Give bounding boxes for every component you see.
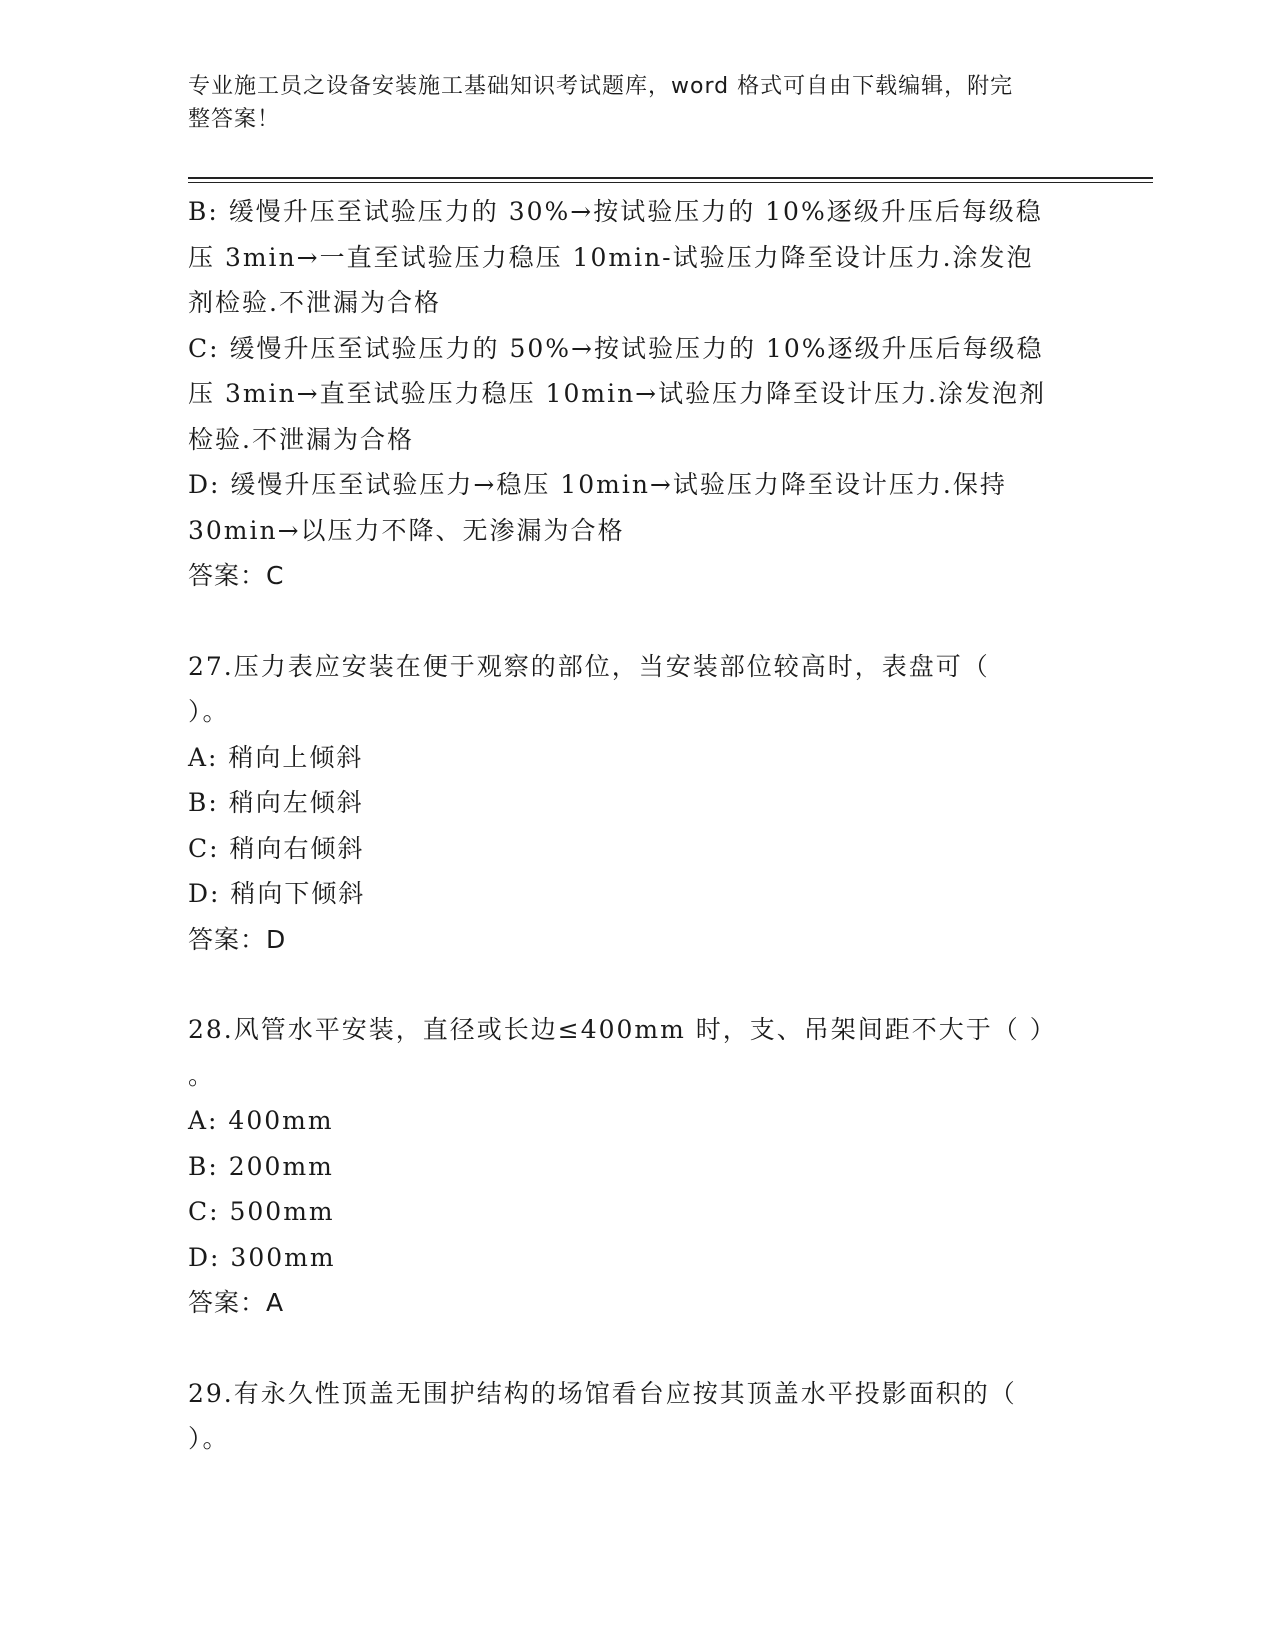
q28-option-c: C: 500mm <box>188 1197 335 1226</box>
q28-stem-line-2: 。 <box>188 1060 216 1090</box>
q26-option-c-line-2: 压 3min→直至试验压力稳压 10min→试验压力降至设计压力.涂发泡剂 <box>188 379 1047 408</box>
q26-option-c-line-3: 检验.不泄漏为合格 <box>188 424 414 454</box>
q29-stem-line-2: ）。 <box>188 1424 230 1453</box>
q26-option-b-line-3: 剂检验.不泄漏为合格 <box>188 288 441 317</box>
q28-option-a: A: 400mm <box>188 1106 334 1135</box>
q27-option-b: B: 稍向左倾斜 <box>188 788 364 817</box>
q27-answer: 答案：D <box>188 924 287 954</box>
question-29 <box>188 1371 1068 1462</box>
q27-stem-line-2: ）。 <box>188 697 230 726</box>
document-header <box>188 70 1068 136</box>
q26-option-d-line-1: D: 缓慢升压至试验压力→稳压 10min→试验压力降至设计压力.保持 <box>188 470 1007 499</box>
question-27 <box>188 644 1068 963</box>
spacer <box>188 1326 1068 1371</box>
q28-option-b: B: 200mm <box>188 1151 334 1181</box>
header-divider-thick <box>188 177 1153 179</box>
q26-option-c-line-1: C: 缓慢升压至试验压力的 50%→按试验压力的 10%逐级升压后每级稳 <box>188 333 1044 363</box>
question-26-options <box>188 189 1068 599</box>
spacer <box>188 962 1068 1007</box>
question-content <box>188 189 1068 1462</box>
header-line-1: 专业施工员之设备安装施工基础知识考试题库，word 格式可自由下载编辑，附完 <box>188 74 1014 99</box>
question-28 <box>188 1007 1068 1326</box>
q26-option-b-line-2: 压 3min→一直至试验压力稳压 10min-试验压力降至设计压力.涂发泡 <box>188 242 1034 272</box>
spacer <box>188 599 1068 644</box>
q27-option-a: A: 稍向上倾斜 <box>188 742 364 772</box>
q27-option-d: D: 稍向下倾斜 <box>188 879 366 908</box>
header-line-2: 整答案！ <box>188 107 281 132</box>
q29-stem-line-1: 29.有永久性顶盖无围护结构的场馆看台应按其顶盖水平投影面积的（ <box>188 1378 1017 1408</box>
q28-answer: 答案：A <box>188 1288 285 1317</box>
header-divider-thin <box>188 182 1153 183</box>
q26-answer: 答案：C <box>188 561 285 590</box>
q27-option-c: C: 稍向右倾斜 <box>188 833 365 863</box>
q27-stem-line-1: 27.压力表应安装在便于观察的部位，当安装部位较高时，表盘可（ <box>188 651 990 681</box>
q26-option-d-line-2: 30min→以压力不降、无渗漏为合格 <box>188 515 625 545</box>
q26-option-b-line-1: B: 缓慢升压至试验压力的 30%→按试验压力的 10%逐级升压后每级稳 <box>188 197 1043 226</box>
q28-stem-line-1: 28.风管水平安装，直径或长边≤400mm 时，支、吊架间距不大于（ ） <box>188 1015 1057 1044</box>
q28-option-d: D: 300mm <box>188 1242 336 1272</box>
